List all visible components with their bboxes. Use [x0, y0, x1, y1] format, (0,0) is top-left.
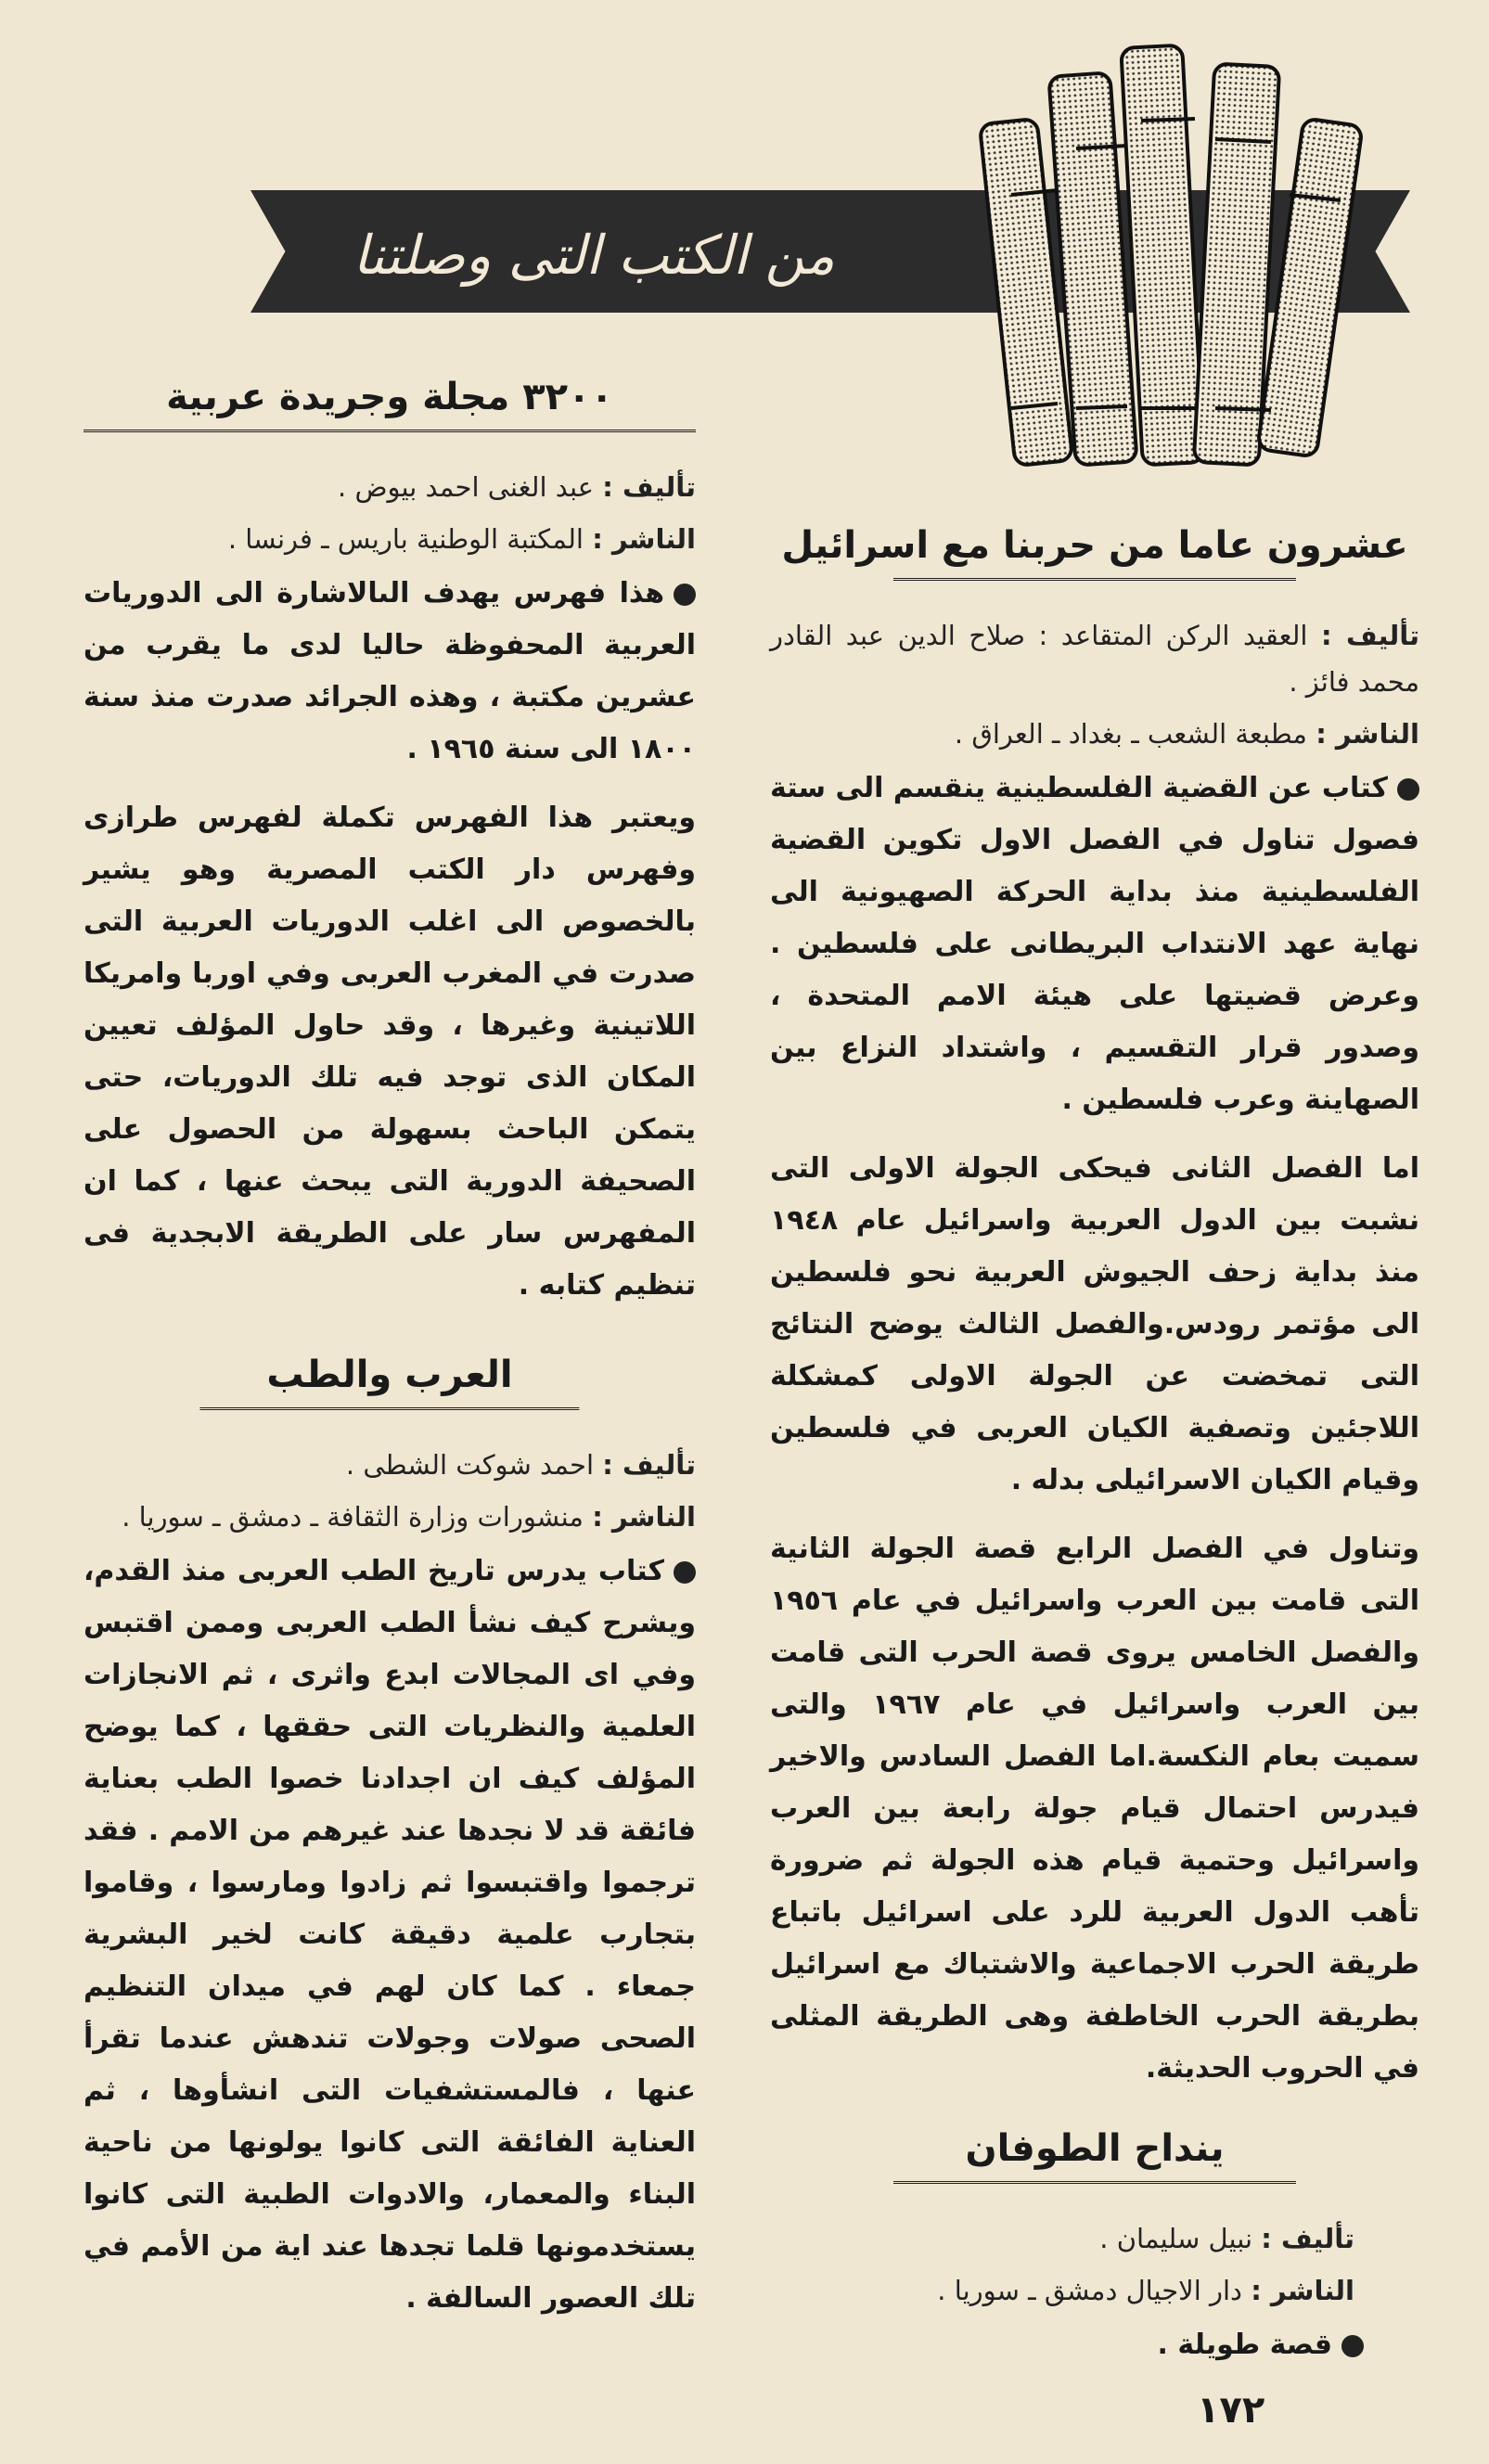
article-paragraph: كتاب يدرس تاريخ الطب العربى منذ القدم، ويشرح كيف نشأ الطب العربى وممن اقتبس وفي اى المجالات ابدع واثرى ، ثم الانجازات العلمية والنظريات التى حققها ، كما يوضح المؤلف كيف ان اجدادنا خصوا الطب بعناية فائقة قد لا نجدها عند غيرهم من الامم . فقد ترجموا واقتبسوا ثم زادوا ومارسوا ، وقاموا بتجارب علمية دقيقة كانت لخير البشرية جمعاء . كما كان لهم في ميدان التنظيم الصحى صولات وجولات تندهش عندما تقرأ عنها ، فالمستشفيات التى انشأوها ، ثم العناية الفائقة التى كانوا يولونها من ناحية البناء والمعمار، والادوات الطبية التى كانوا يستخدمونها قلما تجدها عند اية من الأمم في تلك العصور السالفة . [83, 1555, 696, 2315]
publisher-line: الناشر : دار الاجيال دمشق ـ سوريا . [937, 2275, 1354, 2306]
article-paragraph: وتناول في الفصل الرابع قصة الجولة الثانية التى قامت بين العرب واسرائيل في عام ١٩٥٦ والفصل الخامس يروى قصة الحرب التى قامت بين العرب واسرائيل في عام ١٩٦٧ والتى سميت بعام النكسة.اما الفصل السادس والاخير فيدرس احتمال قيام جولة رابعة بين العرب واسرائيل وحتمية قيام هذه الجولة ثم ضرورة تأهب الدول العربية للرد على اسرائيل باتباع طريقة الحرب الاجماعية والاشتباك مع اسرائيل بطريقة الحرب الخاطفة وهى الطريقة المثلى في الحروب الحديثة. [770, 1533, 1419, 2085]
article-title: العرب والطب [83, 1349, 696, 1410]
bullet-icon [1341, 2335, 1364, 2357]
bullet-icon [674, 584, 696, 606]
right-column [770, 520, 1419, 2390]
article-flood [770, 2123, 1419, 2371]
article-paragraph: كتاب عن القضية الفلسطينية ينقسم الى ستة فصول تناول في الفصل الاول تكوين القضية الفلسطينية منذ بداية الحركة الصهيونية الى نهاية عهد الانتداب البريطانى على فلسطين . وعرض قضيتها على هيئة الامم المتحدة ، وصدور قرار التقسيم ، واشتداد النزاع بين الصهاينة وعرب فلسطين . [770, 772, 1419, 1116]
article-title: ٣٢٠٠ مجلة وجريدة عربية [83, 371, 696, 432]
article-title: ينداح الطوفان [770, 2123, 1419, 2184]
article-title: عشرون عاما من حربنا مع اسرائيل [770, 520, 1419, 581]
bullet-icon [674, 1561, 696, 1584]
publisher-line: الناشر : المكتبة الوطنية باريس ـ فرنسا . [227, 523, 696, 555]
author-line: تأليف : العقيد الركن المتقاعد : صلاح الدين عبد القادر محمد فائز . [770, 620, 1419, 698]
article-3200-magazines [83, 371, 696, 1312]
books-illustration [946, 9, 1410, 473]
author-line: تأليف : احمد شوكت الشطى . [345, 1449, 696, 1481]
bullet-icon [1397, 778, 1419, 801]
article-paragraph: هذا فهرس يهدف الىالاشارة الى الدوريات العربية المحفوظة حاليا لدى ما يقرب من عشرين مكتبة ، وهذه الجرائد صدرت منذ سنة ١٨٠٠ الى سنة ١٩٦٥ . [83, 577, 696, 765]
section-title: من الكتب التى وصلتنا [353, 224, 835, 287]
publisher-line: الناشر : مطبعة الشعب ـ بغداد ـ العراق . [954, 718, 1419, 750]
publisher-line: الناشر : منشورات وزارة الثقافة ـ دمشق ـ سوريا . [122, 1501, 696, 1533]
author-line: تأليف : عبد الغنى احمد بيوض . [338, 471, 696, 503]
left-column [83, 371, 696, 2343]
article-twenty-years-war [770, 520, 1419, 2095]
article-paragraph: اما الفصل الثانى فيحكى الجولة الاولى التى نشبت بين الدول العربية واسرائيل عام ١٩٤٨ منذ بداية زحف الجيوش العربية نحو فلسطين الى مؤتمر رودس.والفصل الثالث يوضح النتائج التى تمخضت عن الجولة الاولى كمشكلة اللاجئين وتصفية الكيان العربى في فلسطين وقيام الكيان الاسرائيلى بدله . [770, 1152, 1419, 1496]
author-line: تأليف : نبيل سليمان . [1099, 2223, 1354, 2254]
article-paragraph: ويعتبر هذا الفهرس تكملة لفهرس طرازى وفهرس دار الكتب المصرية وهو يشير بالخصوص الى اغلب الدوريات العربية التى صدرت في المغرب العربى وفي اوربا وامريكا اللاتينية وغيرها ، وقد حاول المؤلف تعيين المكان الذى توجد فيه تلك الدوريات، حتى يتمكن الباحث بسهولة من الحصول على الصحيفة الدورية التى يبحث عنها ، كما ان المفهرس سار على الطريقة الابجدية فى تنظيم كتابه . [83, 802, 696, 1302]
article-paragraph: قصة طويلة . [770, 2319, 1419, 2371]
article-arabs-medicine [83, 1349, 696, 2325]
page-number: ١٧٢ [1197, 2389, 1265, 2432]
